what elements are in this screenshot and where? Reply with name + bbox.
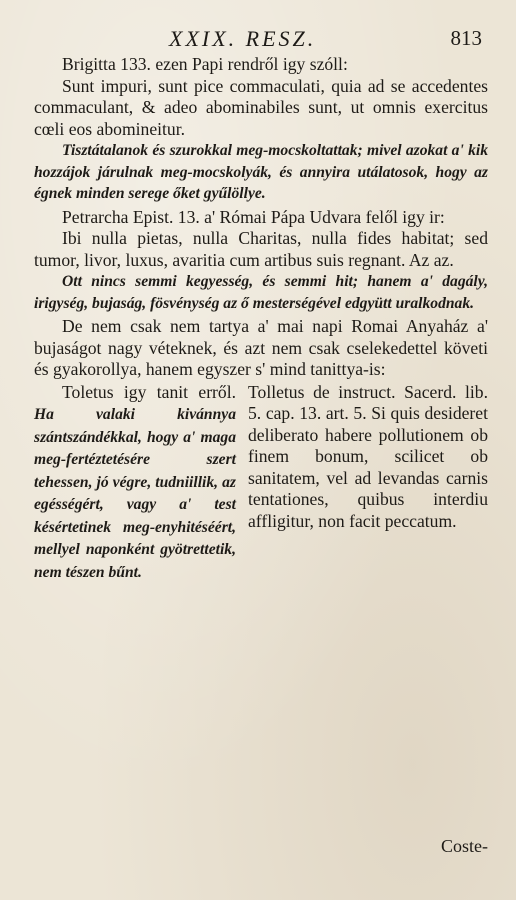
page-number: 813 (450, 26, 482, 50)
left-column-text (34, 382, 236, 584)
right-column-text (248, 382, 488, 533)
left-column-translation: Ha valaki kivánnya szántszándékkal, hogy a' maga meg-fertéztetésére szert tehessen, jó végre, tudniillik, az egésségért, vagy a' test késértetinek meg-enyhitéséért, mellyel naponként gyötrettetik, nem tészen bűnt. (34, 406, 236, 581)
left-column-intro: Toletus igy tanit erről. (62, 381, 236, 402)
two-column-section (34, 382, 488, 584)
right-column-latin: Si quis desideret deliberato habere pollutionem ob finem bonum, scilicet ob sanitatem, vel ad levandas carnis tentationes, quibus interdiu affligitur, non facit peccatum. (248, 403, 488, 531)
catchword: Coste- (441, 836, 488, 856)
paragraph-romai-anyahaz: De nem csak nem tartya a' mai napi Romai Anyaház a' bujaságot nagy véteknek, és azt nem csak cselekedettel követi és gyakorollya, hanem egyszer s' mind tanittya-is: (34, 316, 488, 379)
paragraph-brigitta-translation: Tisztátalanok és szurokkal meg-mocskoltattak; mivel azokat a' kik hozzájok járulnak meg-mocskolyák, és annyira utálatosok, hogy az égnek minden serege őket gyűlöllye. (34, 142, 488, 202)
paragraph-petrarcha-intro: Petrarcha Epist. 13. a' Római Pápa Udvara felől igy ir: (62, 206, 445, 227)
paragraph-brigitta-latin: Sunt impuri, sunt pice commaculati, quia ad se accedentes commaculant, & adeo abominabiles sunt, ut omnis exercitus cœli eos abomineitur. (34, 75, 488, 139)
right-column (248, 382, 488, 584)
paragraph-brigitta-intro: Brigitta 133. ezen Papi rendről igy szóll: (62, 54, 348, 74)
left-column (34, 382, 236, 584)
body-text (34, 54, 488, 583)
running-head: XXIX. RESZ. (169, 26, 317, 51)
paragraph-petrarcha-translation: Ott nincs semmi kegyesség, és semmi hit; hanem a' dagály, irigység, bujaság, fösvénység az ő mesterségével edgyütt uralkodnak. (34, 273, 488, 312)
page-header (34, 26, 488, 52)
paragraph-petrarcha-latin: Ibi nulla pietas, nulla Charitas, nulla fides habitat; sed tumor, livor, luxus, avaritia cum artibus suis regnant. Az az. (34, 228, 488, 270)
right-column-citation: Tolletus de instruct. Sacerd. lib. 5. cap. 13. art. 5. (248, 381, 488, 423)
